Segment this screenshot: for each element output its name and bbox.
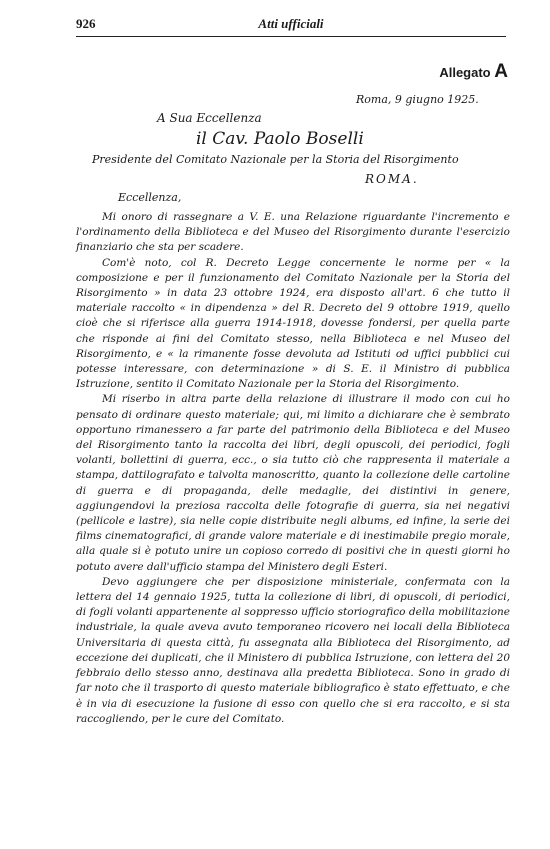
addressee-title: Presidente del Comitato Nazionale per la Storia del Risorgimento: [92, 153, 459, 166]
annex-word: Allegato: [439, 65, 491, 80]
letter-date: Roma, 9 giugno 1925.: [356, 93, 479, 106]
letter-body: [76, 210, 510, 727]
salutation: Eccellenza,: [118, 191, 182, 204]
paragraph-4: Devo aggiungere che per disposizione ministeriale, confermata con la lettera del 14 gennaio 1925, tutta la collezione di libri, di opuscoli, di periodici, di fogli volanti appartenente al soppresso ufficio storiografico della mobilitazione industriale, la quale aveva avuto temporaneo ricovero nei locali della Biblioteca Universitaria di questa città, fu assegnata alla Biblioteca del Risorgimento, ad eccezione dei duplicati, che il Ministero di pubblica Istruzione, con lettera del 20 febbraio dello stesso anno, destinava alla predetta Biblioteca. Sono in grado di far noto che il trasporto di questo materiale bibliografico è stato effettuato, e che è in via di esecuzione la fusione di esso con quello che si era raccolto, e si sta raccogliendo, per le cure del Comitato.: [76, 575, 510, 725]
annex-letter: A: [494, 61, 508, 82]
addressee-line-1: A Sua Eccellenza: [157, 111, 262, 125]
page-number: 926: [76, 16, 96, 31]
paragraph-3: Mi riserbo in altra parte della relazione di illustrare il modo con cui ho pensato di ordinare questo materiale; qui, mi limito a dichiarare che è sembrato opportuno rimanessero a far parte del patrimonio della Biblioteca e del Museo del Risorgimento tanto la raccolta dei libri, degli opuscoli, dei periodici, fogli volanti, bollettini di guerra, ecc., o sia tutto ciò che rappresenta il materiale a stampa, dattilografato e talvolta manoscritto, quanto la collezione delle cartoline di guerra e di propaganda, delle medaglie, dei distintivi in genere, aggiungendovi la preziosa raccolta delle fotografie di guerra, sia nei negativi (pellicole e lastre), sia nelle copie distribuite negli albums, ed infine, la serie dei films cinematografici, di grande valore materiale e di inestimabile pregio morale, alla quale si è potuto unire un copioso corredo di positivi che in questi giorni ho potuto avere dall'ufficio stampa del Ministero degli Esteri.: [76, 393, 510, 573]
page-header: [76, 16, 506, 37]
running-title: Atti ufficiali: [258, 16, 324, 31]
paragraph-2: Com'è noto, col R. Decreto Legge concernente le norme per « la composizione e per il funzionamento del Comitato Nazionale per la Storia del Risorgimento » in data 23 ottobre 1924, era disposto all'art. 6 che tutto il materiale raccolto « in dipendenza » del R. Decreto del 9 ottobre 1919, quello cioè che si riferisce alla guerra 1914-1918, dovesse fondersi, per quella parte che risponde ai fini del Comitato stesso, nella Biblioteca e nel Museo del Risorgimento, e « la rimanente fosse devoluta ad Istituti od uffici pubblici cui potesse interessare, con determinazione » di S. E. il Ministro di pubblica Istruzione, sentito il Comitato Nazionale per la Storia del Risorgimento.: [76, 256, 510, 391]
annex-label: [439, 61, 508, 83]
paragraph-1: Mi onoro di rassegnare a V. E. una Relazione riguardante l'incremento e l'ordinamento della Biblioteca e del Museo del Risorgimento durante l'esercizio finanziario che sta per scadere.: [76, 211, 510, 254]
addressee-city: ROMA.: [365, 172, 419, 186]
addressee-name: il Cav. Paolo Boselli: [196, 129, 364, 149]
